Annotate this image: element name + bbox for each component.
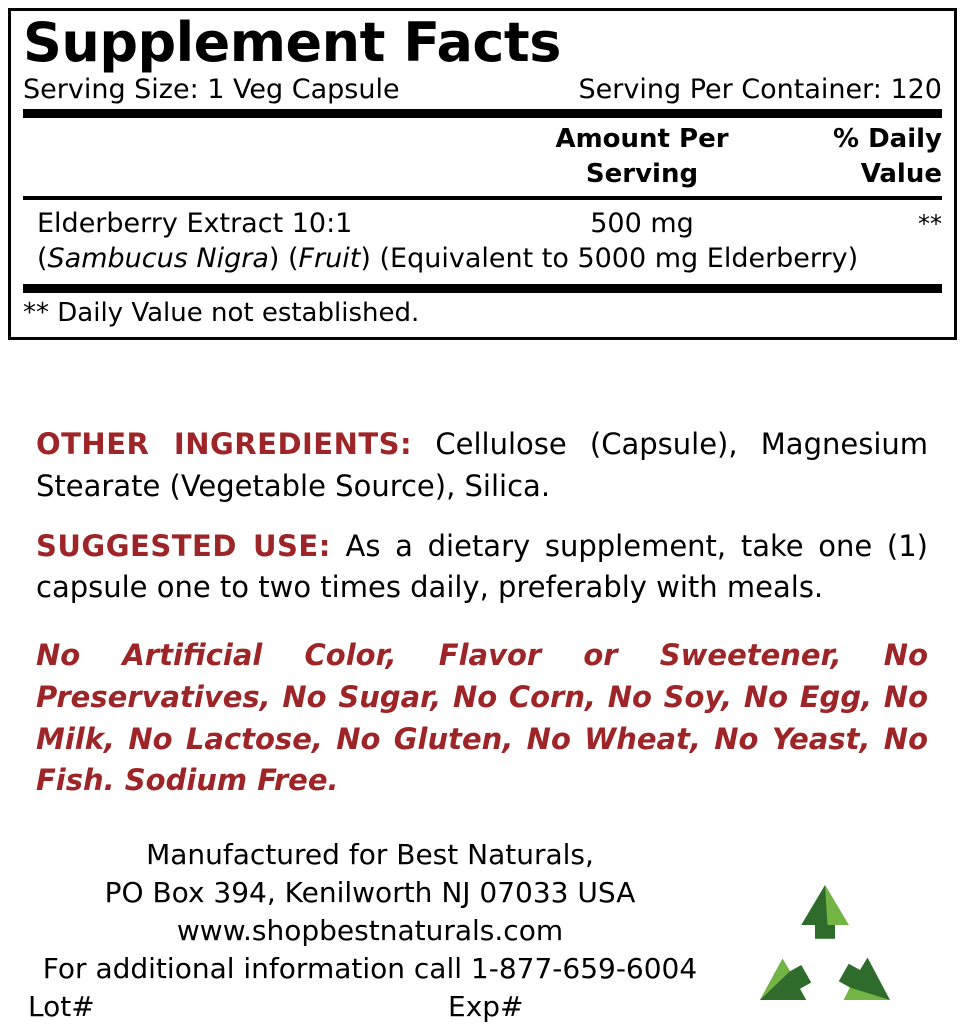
detail-post: ) (Equivalent to 5000 mg Elderberry) [360, 243, 859, 275]
manufacturer-address: PO Box 394, Kenilworth NJ 07033 USA [104, 876, 636, 910]
suggested-use-text: As a dietary supplement, take one (1) capsule one to two times daily, preferably with meals. [36, 528, 928, 605]
serving-size: Serving Size: 1 Veg Capsule [23, 73, 400, 105]
expiration-label: Exp# [448, 990, 524, 1023]
other-ingredients-text: Cellulose (Capsule), Magnesium Stearate (Vegetable Source), Silica. [36, 427, 929, 503]
daily-value-header [792, 122, 942, 192]
ingredient-amount: 500 mg [590, 207, 694, 239]
serving-info-row [23, 74, 942, 107]
lot-exp-row [28, 990, 728, 1023]
other-ingredients-paragraph [36, 424, 928, 508]
manufacturer-phone: For additional information call 1-877-659-6004 [42, 952, 698, 986]
suggested-use-paragraph [36, 526, 928, 610]
free-from-claims: No Artificial Color, Flavor or Sweetener, No Preservatives, No Sugar, No Corn, No Soy, No Egg, No Milk, No Lactose, No Gluten, No Wheat, No Yeast, No Fish. Sodium Free. [36, 638, 928, 798]
manufacturer-line: Manufactured for Best Naturals, [146, 838, 594, 871]
servings-per-container: Serving Per Container: 120 [578, 73, 942, 105]
panel-title: Supplement Facts [23, 11, 561, 74]
ingredient-daily-value: ** [918, 209, 942, 238]
other-ingredients-label: OTHER INGREDIENTS: [36, 427, 413, 461]
label-body-copy [36, 424, 928, 802]
detail-pre: ( [37, 243, 48, 275]
divider-thick-top [23, 109, 942, 118]
amount-header-line1: Amount Per [555, 123, 729, 154]
manufacturer-footer [0, 836, 740, 988]
dv-header-line2: Value [860, 158, 942, 189]
amount-per-serving-header [492, 122, 792, 192]
suggested-use-label: SUGGESTED USE: [36, 528, 331, 563]
daily-value-footnote: ** Daily Value not established. [23, 298, 420, 329]
detail-botanical-name: Sambucus Nigra [47, 243, 269, 275]
supplement-facts-panel [8, 8, 957, 340]
amount-header-line2: Serving [585, 158, 699, 189]
column-headers [23, 118, 942, 196]
dv-header-line1: % Daily [832, 123, 942, 154]
lot-number-label: Lot# [28, 990, 95, 1023]
detail-plant-part: Fruit [298, 243, 361, 275]
ingredient-detail-line [23, 241, 942, 276]
detail-mid: ) ( [268, 243, 299, 275]
recycle-icon [750, 880, 900, 1020]
manufacturer-website: www.shopbestnaturals.com [176, 914, 564, 948]
ingredient-primary-line [23, 206, 942, 241]
ingredient-name: Elderberry Extract 10:1 [37, 207, 353, 239]
ingredient-row [23, 200, 942, 282]
divider-thick-bottom [23, 284, 942, 293]
